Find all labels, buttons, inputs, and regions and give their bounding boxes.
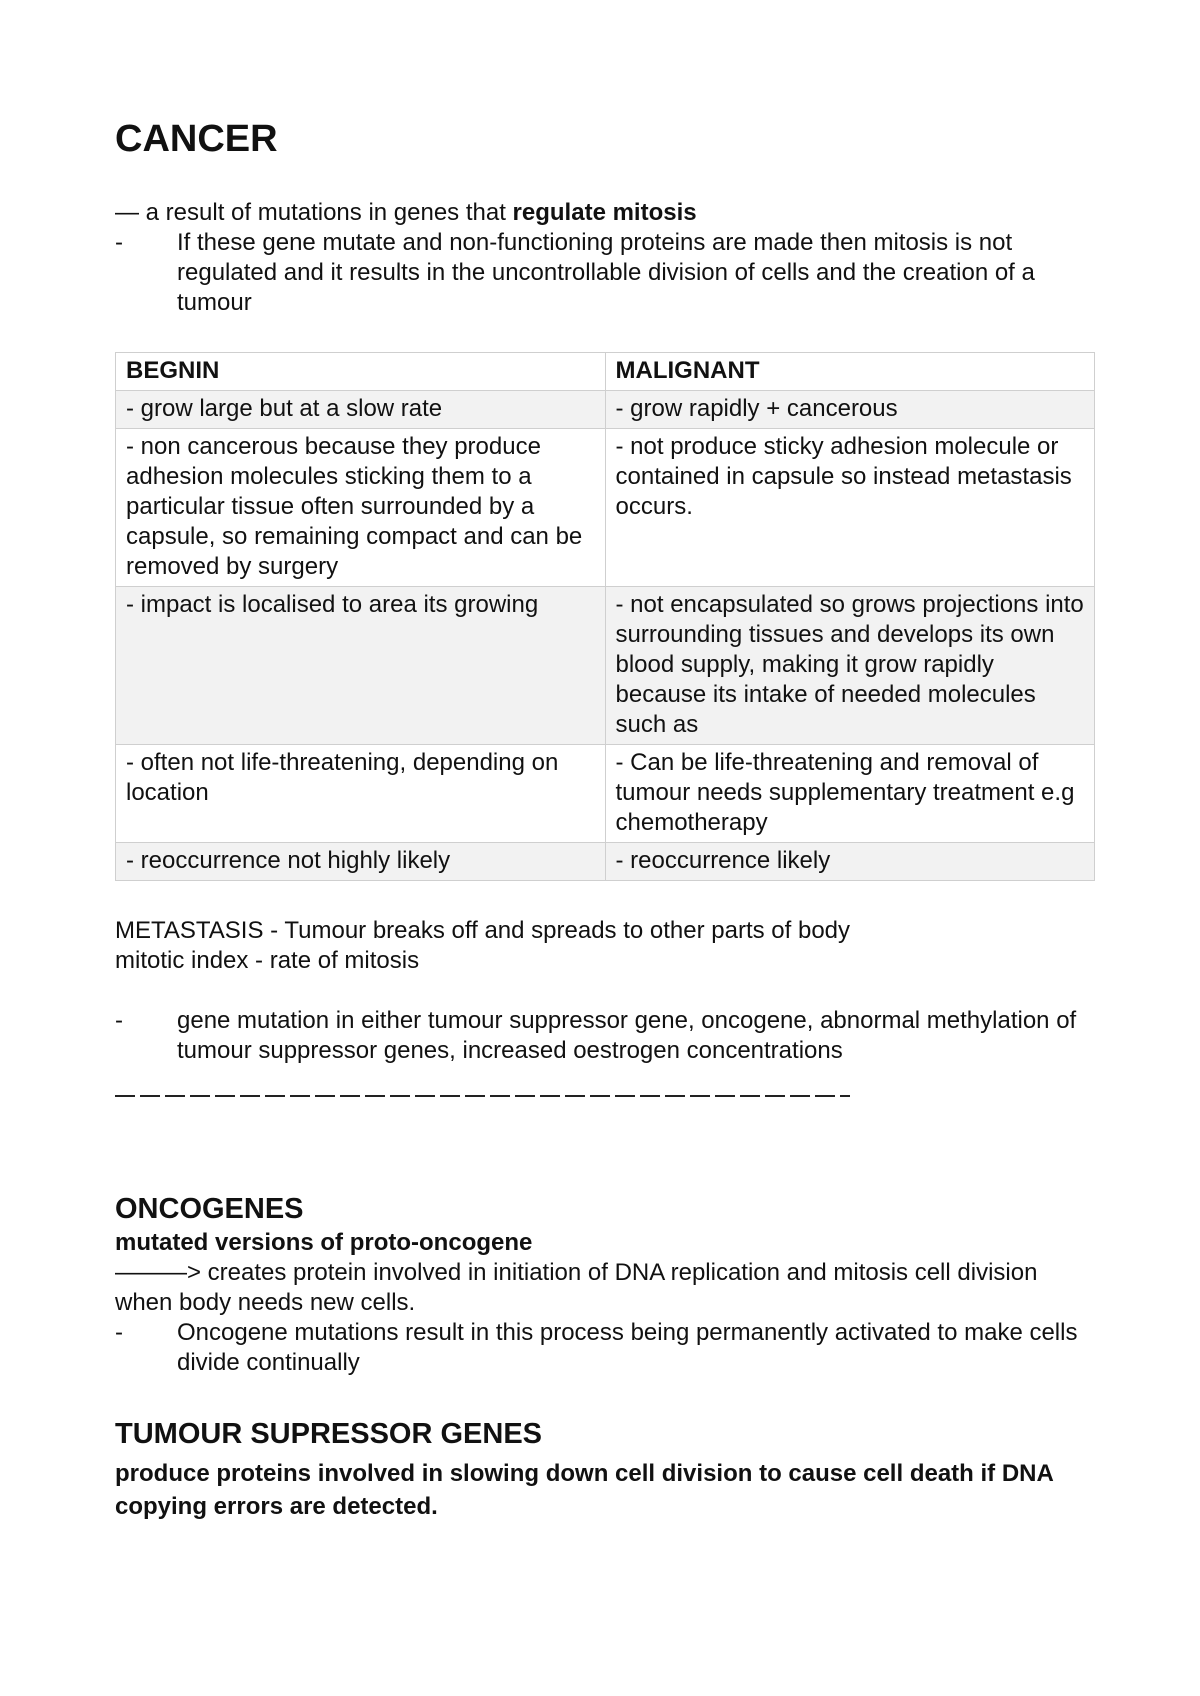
mitotic-index-definition: mitotic index - rate of mitosis <box>115 947 420 974</box>
page-title: CANCER <box>115 118 278 160</box>
table-header-benign: BEGNIN <box>116 353 606 391</box>
table-cell: - Can be life-threatening and removal of tumour needs supplementary treatment e.g chemotherapy <box>605 745 1095 843</box>
intro-definition-bold: regulate mitosis <box>512 199 697 226</box>
table-cell: - not produce sticky adhesion molecule or contained in capsule so instead metastasis occurs. <box>605 429 1095 587</box>
table-row <box>116 843 1095 881</box>
intro-definition <box>115 198 1095 228</box>
bullet-marker: - <box>115 1319 123 1346</box>
table-header-row <box>116 353 1095 391</box>
oncogenes-section <box>115 1193 1095 1378</box>
table-cell: - non cancerous because they produce adhesion molecules sticking them to a particular tissue often surrounded by a capsule, so remaining compact and can be removed by surgery <box>116 429 606 587</box>
oncogenes-arrow-text: ———> creates protein involved in initiation of DNA replication and mitosis cell division when body needs new cells. <box>115 1259 1038 1316</box>
table-cell: - reoccurrence likely <box>605 843 1095 881</box>
dashed-divider <box>115 1095 850 1097</box>
oncogenes-subheading: mutated versions of proto-oncogene <box>115 1229 533 1256</box>
table-cell-text: - not encapsulated so grows projections into surrounding tissues and develops its own blood supply, making it grow rapidly because its intake of needed molecules such as <box>615 591 1084 738</box>
intro-section <box>115 198 1095 318</box>
causes-bullet <box>115 1006 1095 1066</box>
intro-bullet <box>115 228 1095 318</box>
table-cell <box>605 587 1095 745</box>
table-cell: - reoccurrence not highly likely <box>116 843 606 881</box>
table-cell: - often not life-threatening, depending on location <box>116 745 606 843</box>
metastasis-definition: METASTASIS - Tumour breaks off and spreads to other parts of body <box>115 917 851 944</box>
intro-definition-prefix: — a result of mutations in genes that <box>115 199 513 226</box>
table-cell: - impact is localised to area its growing <box>116 587 606 745</box>
table-header-malignant: MALIGNANT <box>605 353 1095 391</box>
tumour-suppressor-section <box>115 1418 1095 1523</box>
bullet-marker: - <box>115 229 123 256</box>
table-row <box>116 391 1095 429</box>
bullet-marker: - <box>115 1007 123 1034</box>
tumour-suppressor-heading: TUMOUR SUPRESSOR GENES <box>115 1418 542 1450</box>
table-row <box>116 429 1095 587</box>
oncogenes-bullet <box>115 1318 1095 1378</box>
table-cell: - grow rapidly + cancerous <box>605 391 1095 429</box>
benign-vs-malignant-table <box>115 352 1095 881</box>
metastasis-section <box>115 916 1095 976</box>
tumour-suppressor-subheading: produce proteins involved in slowing down cell division to cause cell death if DNA copying errors are detected. <box>115 1460 1053 1520</box>
causes-section <box>115 1006 1095 1066</box>
table-row <box>116 587 1095 745</box>
oncogenes-heading: ONCOGENES <box>115 1193 304 1225</box>
intro-bullet-text: If these gene mutate and non-functioning proteins are made then mitosis is not regulated and it results in the uncontrollable division of cells and the creation of a tumour <box>177 229 1035 316</box>
table-row <box>116 745 1095 843</box>
causes-bullet-text: gene mutation in either tumour suppressor gene, oncogene, abnormal methylation of tumour suppressor genes, increased oestrogen concentrations <box>177 1007 1077 1064</box>
table-cell: - grow large but at a slow rate <box>116 391 606 429</box>
oncogenes-bullet-text: Oncogene mutations result in this process being permanently activated to make cells divide continually <box>177 1319 1078 1376</box>
